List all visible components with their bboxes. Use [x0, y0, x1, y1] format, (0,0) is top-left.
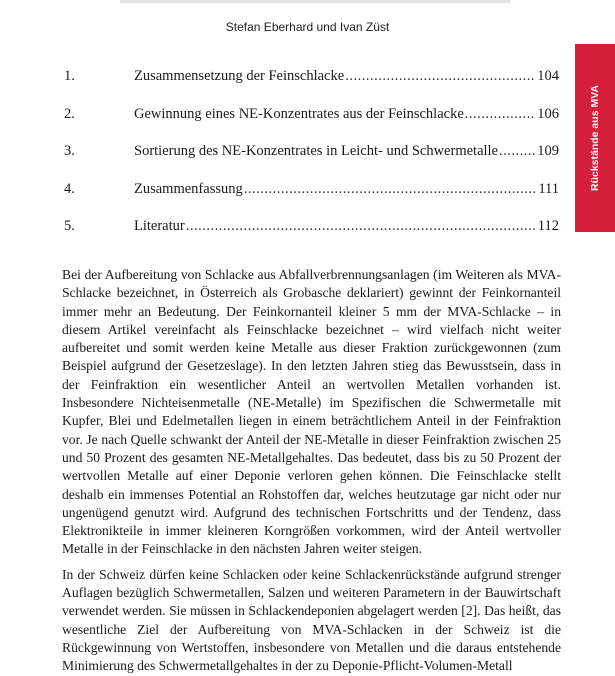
- section-side-tab: [575, 44, 615, 232]
- toc-entry-number: 2.: [64, 105, 75, 122]
- body-paragraph: In der Schweiz dürfen keine Schlacken oder keine Schlackenrückstände aufgrund strenger Auflagen bezüglich Schwermetallen, Salzen und weiteren Parametern in der Bauwirtschaft verwendet werden. Sie müssen in Schlackendeponien abgelagert werden [2]. Das heißt, das wesentliche Ziel der Aufbereitung von MVA-Schlacken in der Schweiz ist die Rückgewinnung von Wertstoffen, insbesondere von Metallen und die daraus entstehende Minimierung des Schwermetallgehaltes in der zu Deponie-Pflicht-Volumen-Metall: [62, 566, 561, 674]
- toc-entry-number: 3.: [64, 143, 75, 159]
- toc-leader-dots: [465, 104, 536, 124]
- toc-entry: [64, 216, 559, 254]
- toc-entry: [64, 179, 559, 217]
- toc-entry-title: Gewinnung eines NE-Konzentrates aus der Feinschlacke: [134, 105, 464, 122]
- toc-leader-dots: [244, 179, 538, 199]
- toc-entry-page: 106: [537, 105, 559, 122]
- toc-entry: [64, 141, 559, 179]
- toc-entry-number: 4.: [64, 180, 75, 197]
- toc-leader-dots: [345, 66, 536, 86]
- section-side-tab-label: Rückstände aus MVA: [589, 85, 601, 191]
- toc-leader-dots: [186, 216, 537, 236]
- toc-leader-dots: [499, 141, 536, 161]
- toc-entry-title: Zusammensetzung der Feinschlacke: [134, 68, 345, 84]
- top-rule: [120, 0, 510, 3]
- toc-entry-page: 104: [537, 68, 559, 84]
- toc-entry: [64, 66, 559, 104]
- table-of-contents: [64, 66, 559, 254]
- toc-entry-number: 5.: [64, 218, 75, 234]
- toc-entry-title: Literatur: [134, 218, 185, 234]
- toc-entry: [64, 104, 559, 142]
- toc-entry-number: 1.: [64, 68, 75, 84]
- toc-entry-title: Zusammenfassung: [134, 180, 243, 197]
- author-line: Stefan Eberhard und Ivan Züst: [225, 20, 390, 34]
- toc-entry-page: 112: [537, 218, 559, 234]
- article-body: [62, 266, 561, 676]
- toc-entry-title: Sortierung des NE-Konzentrates in Leicht- und Schwermetalle: [134, 143, 498, 159]
- body-paragraph: Bei der Aufbereitung von Schlacke aus Abfallverbrennungsanlagen (im Weiteren als MVA-Schlacke bezeichnet, in Österreich als Grobasche deklariert) gewinnt der Feinkornanteil immer mehr an Bedeutung. Der Feinkornanteil kleiner 5 mm der MVA-Schlacke – in diesem Artikel vereinfacht als Feinschlacke bezeichnet – wird vielfach nicht weiter aufbereitet und somit werden keine Metalle aus dieser Fraktion zurückgewonnen (zum Beispiel aufgrund der Gesetzeslage). In den letzten Jahren stieg das Bewusstsein, dass in der Feinfraktion ein wesentlicher Anteil an wertvollen Metallen vorhanden ist. Insbesondere Nichteisenmetalle (NE-Metalle) im Spezifischen die Schwermetalle mit Kupfer, Blei und Edelmetallen liegen in einem beträchtlichem Anteil in der Feinfraktion vor. Je nach Quelle schwankt der Anteil der NE-Metalle in dieser Feinfraktion zwischen 25 und 50 Prozent des gesamten NE-Metallgehaltes. Das bedeutet, dass bis zu 50 Prozent der wertvollen Metalle auf einer Deponie verloren gehen können. Die Feinschlacke stellt deshalb ein immenses Potential an Rohstoffen dar, welches heutzutage gar nicht oder nur ungenügend genutzt wird. Aufgrund des technischen Fortschritts und der Tendenz, dass Elektronikteile in immer kleineren Korngrößen vorkommen, wird der Anteil wertvoller Metalle in der Feinschlacke in den nächsten Jahren weiter steigen.: [62, 267, 561, 557]
- toc-entry-page: 111: [538, 180, 559, 197]
- toc-entry-page: 109: [537, 143, 559, 159]
